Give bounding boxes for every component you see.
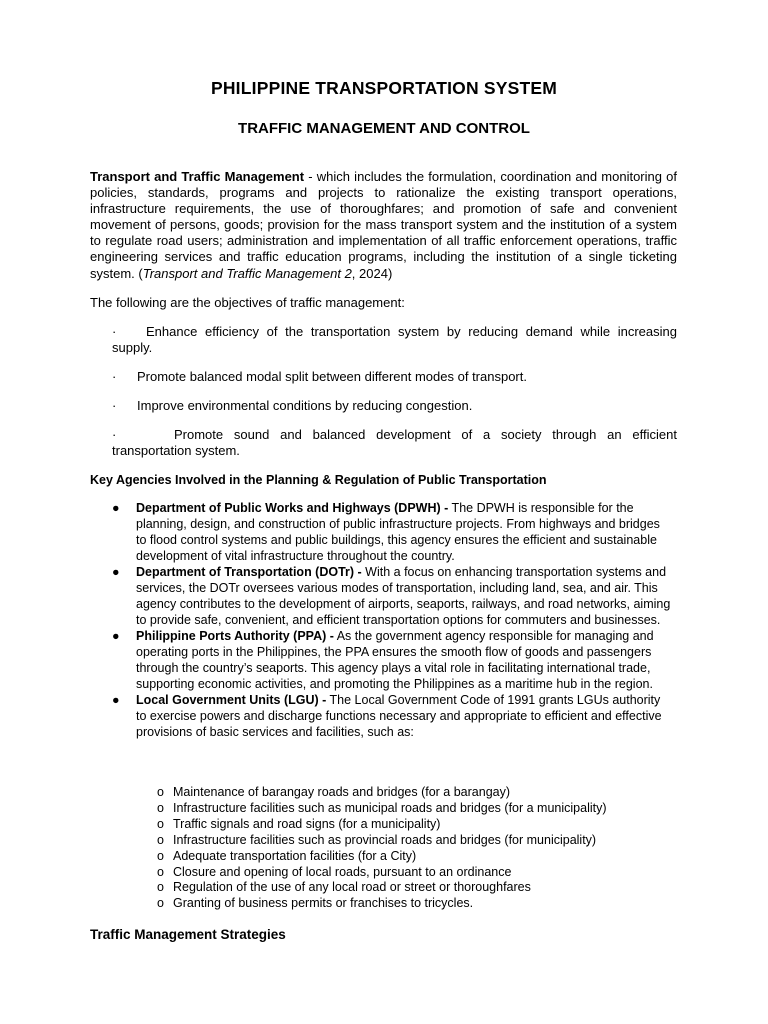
agency-name: Department of Transportation (DOTr) -	[136, 565, 362, 579]
circle-bullet-icon: o	[157, 816, 164, 831]
lgu-services-list	[157, 785, 697, 912]
objective-item	[112, 427, 677, 459]
lgu-service-text: Granting of business permits or franchises to tricycles.	[173, 896, 474, 911]
agency-name: Philippine Ports Authority (PPA) -	[136, 629, 334, 643]
lgu-service-text: Maintenance of barangay roads and bridges (for a barangay)	[173, 785, 511, 799]
agency-description: The DPWH is responsible for the planning, design, and construction of public infrastructure projects. From highways and bridges to flood control systems and public buildings, this agency ensures the efficient and sustainable development of vital infrastructure throughout the country.	[136, 501, 660, 563]
circle-bullet-icon: o	[157, 880, 164, 895]
lgu-service-item	[157, 833, 697, 849]
objective-bullet: ·	[112, 427, 117, 442]
intro-term: Transport and Traffic Management	[90, 169, 305, 184]
circle-bullet-icon: o	[157, 864, 164, 879]
agency-item-dpwh	[112, 500, 672, 564]
intro-citation-rest: , 2024)	[351, 265, 393, 281]
lgu-service-item	[157, 785, 697, 801]
lgu-service-item	[157, 817, 697, 833]
lgu-service-text: Infrastructure facilities such as provincial roads and bridges (for municipality)	[173, 832, 597, 847]
objective-text: Promote balanced modal split between different modes of transport.	[137, 369, 527, 384]
agency-item-ppa	[112, 628, 672, 692]
agency-description: With a focus on enhancing transportation systems and services, the DOTr oversees various modes of transportation, including land, sea, and air. This agency contributes to the development of airports, seaports, railways, and road networks, aiming to provide safe, convenient, and efficient transportation options for commuters and businesses.	[136, 565, 671, 627]
objective-text: Promote sound and balanced development of a society through an efficient transportation system.	[112, 427, 677, 458]
lgu-service-text: Closure and opening of local roads, pursuant to an ordinance	[173, 864, 512, 879]
agency-description: The Local Government Code of 1991 grants LGUs authority to exercise powers and discharge functions necessary and appropriate to efficient and effective provisions of basic services and facilities, such as:	[136, 693, 662, 739]
bullet-icon: ●	[112, 629, 120, 643]
agency-list	[112, 500, 672, 740]
lgu-service-item	[157, 896, 697, 912]
agency-item-dotr	[112, 564, 672, 628]
objective-item	[112, 324, 677, 356]
document-title: PHILIPPINE TRANSPORTATION SYSTEM	[210, 78, 558, 98]
agency-description: As the government agency responsible for managing and operating ports in the Philippines, the PPA ensures the smooth flow of goods and passengers through the country’s seaports. This agency plays a vital role in facilitating international trade, supporting economic activities, and promoting the Philippines as a maritime hub in the region.	[136, 629, 654, 691]
agency-item-lgu	[112, 692, 672, 740]
circle-bullet-icon: o	[157, 896, 164, 911]
objective-item	[112, 369, 677, 385]
bullet-icon: ●	[112, 501, 120, 515]
lgu-service-item	[157, 865, 697, 881]
objective-text: Enhance efficiency of the transportation system by reducing demand while increasing supply.	[112, 324, 677, 355]
agency-name: Department of Public Works and Highways (DPWH) -	[136, 501, 449, 515]
lgu-service-item	[157, 801, 697, 817]
lgu-service-text: Infrastructure facilities such as municipal roads and bridges (for a municipality)	[173, 800, 607, 815]
lgu-service-text: Adequate transportation facilities (for a City)	[173, 848, 417, 863]
objective-bullet: ·	[112, 398, 117, 413]
circle-bullet-icon: o	[157, 785, 164, 799]
intro-paragraph	[90, 169, 677, 282]
agency-name: Local Government Units (LGU) -	[136, 693, 327, 707]
lgu-service-item	[157, 880, 697, 896]
strategies-heading: Traffic Management Strategies	[90, 927, 286, 942]
agencies-heading: Key Agencies Involved in the Planning & Regulation of Public Transportation	[90, 473, 547, 487]
intro-body: - which includes the formulation, coordination and monitoring of policies, standards, programs and projects to rationalize the existing transport operations, infrastructure requirements, the use of thoroughfares; and promotion of safe and convenient movement of persons, goods; provision for the mass transport system and the institution of a system to regulate road users; administration and implementation of all traffic enforcement operations, traffic engineering services and traffic education programs, including the institution of a single ticketing system. (	[90, 169, 677, 281]
objective-bullet: ·	[112, 324, 117, 339]
objective-bullet: ·	[112, 369, 117, 384]
bullet-icon: ●	[112, 565, 120, 579]
intro-citation-title: Transport and Traffic Management 2	[142, 265, 352, 281]
objectives-lead: The following are the objectives of traffic management:	[90, 295, 405, 310]
circle-bullet-icon: o	[157, 848, 164, 863]
bullet-icon: ●	[112, 693, 120, 707]
lgu-service-item	[157, 849, 697, 865]
document-subtitle: TRAFFIC MANAGEMENT AND CONTROL	[238, 120, 530, 137]
circle-bullet-icon: o	[157, 800, 164, 815]
lgu-service-text: Regulation of the use of any local road or street or thoroughfares	[173, 880, 531, 895]
lgu-service-text: Traffic signals and road signs (for a municipality)	[173, 816, 441, 831]
objective-text: Improve environmental conditions by reducing congestion.	[137, 398, 473, 413]
objective-item	[112, 398, 677, 414]
circle-bullet-icon: o	[157, 832, 164, 847]
